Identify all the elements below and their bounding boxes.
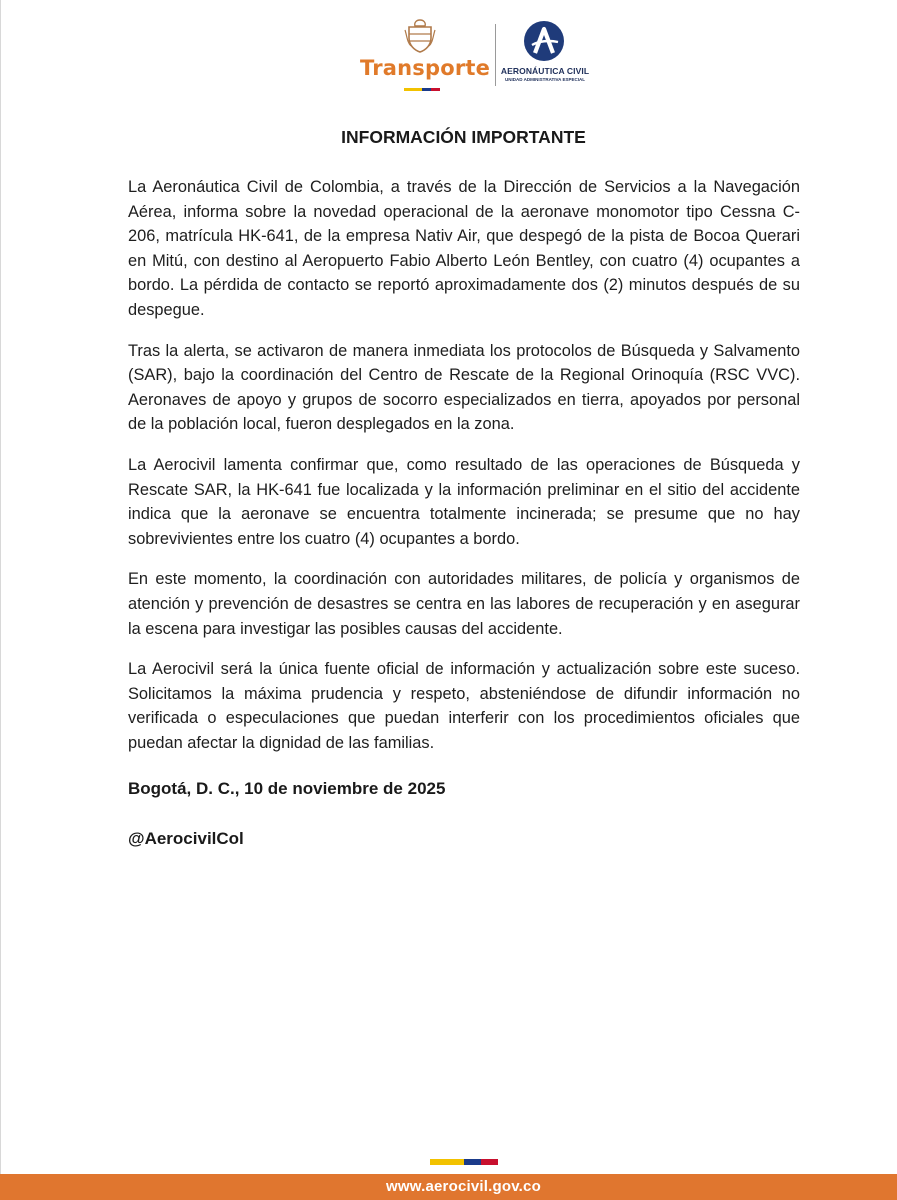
social-handle: @AerocivilCol xyxy=(128,829,244,848)
transporte-wordmark: Transporte xyxy=(360,56,491,80)
paragraph-3: La Aerocivil lamenta confirmar que, como resultado de las operaciones de Búsqueda y Rescate SAR, la HK-641 fue localizada y la información preliminar en el sitio del accidente indica que la aeronave se encuentra totalmente incinerada; se presume que no hay sobrevivientes entre los cuatro (4) ocupantes a bordo. xyxy=(128,455,800,548)
aerocivil-wordmark: AERONÁUTICA CIVIL xyxy=(500,66,590,76)
page-title: INFORMACIÓN IMPORTANTE xyxy=(341,127,586,147)
paragraph-2: Tras la alerta, se activaron de manera inmediata los protocolos de Búsqueda y Salvamento (SAR), bajo la coordinación del Centro de Rescate de la Regional Orinoquía (RSC VVC). Aeronaves de apoyo y grupos de socorro especializados en tierra, apoyados por personal de la población local, fueron desplegados en la zona. xyxy=(128,341,800,434)
aerocivil-a-icon xyxy=(523,20,565,62)
colombia-flag-stripe xyxy=(404,88,440,91)
footer-website-link[interactable]: www.aerocivil.gov.co xyxy=(386,1178,541,1195)
paragraph-4: En este momento, la coordinación con autoridades militares, de policía y organismos de atención y prevención de desastres se centra en las labores de recuperación y en asegurar la escena para investigar las posibles causas del accidente. xyxy=(128,570,800,638)
transporte-logo xyxy=(360,16,491,94)
dateline: Bogotá, D. C., 10 de noviembre de 2025 xyxy=(128,779,446,798)
paragraph-1: La Aeronáutica Civil de Colombia, a través de la Dirección de Servicios a la Navegación Aérea, informa sobre la novedad operacional de la aeronave monomotor tipo Cessna C-206, matrícula HK-641, de la empresa Nativ Air, que despegó de la pista de Bocoa Querari en Mitú, con destino al Aeropuerto Fabio Alberto León Bentley, con cuatro (4) ocupantes a bordo. La pérdida de contacto se reportó aproximadamente dos (2) minutos después de su despegue. xyxy=(128,178,800,319)
aerocivil-logo xyxy=(500,16,590,96)
page-edge xyxy=(0,0,1,1175)
communique-body xyxy=(128,175,800,771)
paragraph-5: La Aerocivil será la única fuente oficial de información y actualización sobre este suceso. Solicitamos la máxima prudencia y respeto, absteniéndose de difundir información no verificada o especulaciones que puedan interferir con los procedimientos oficiales que puedan afectar la dignidad de las familias. xyxy=(128,660,800,752)
logo-divider xyxy=(495,24,496,86)
coat-of-arms-icon xyxy=(403,18,437,54)
aerocivil-subtitle: UNIDAD ADMINISTRATIVA ESPECIAL xyxy=(504,77,585,82)
letterhead xyxy=(0,16,897,98)
footer-flag-stripe xyxy=(430,1159,498,1165)
footer-band xyxy=(0,1174,897,1200)
